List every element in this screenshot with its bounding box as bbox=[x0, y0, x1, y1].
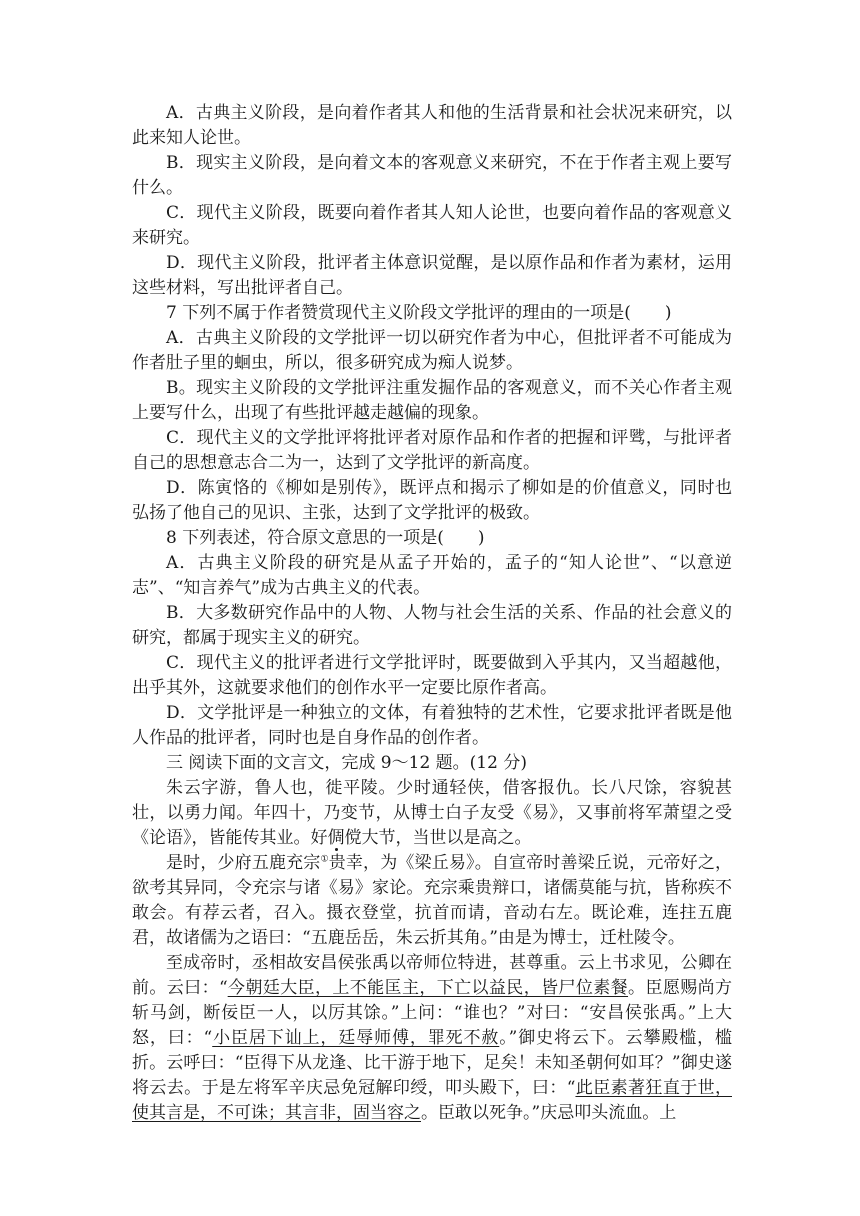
paragraph bbox=[132, 526, 732, 551]
text-run: B。现实主义阶段的文学批评注重发掘作品的客观意义，而不关心作者主观上要写什么，出现了有些批评越走越偏的现象。 bbox=[132, 378, 732, 423]
text-run: 朱云字游，鲁人也，徙平陵。少时通轻侠，借客报仇。长八尺馀，容貌甚壮，以勇力闻。年四十，乃变节，从博士白子友受《易》，又事前将军萧望之受《论语》，皆能传其业。好 bbox=[132, 778, 732, 848]
text-run: D．陈寅恪的《柳如是别传》，既评点和揭示了柳如是的价值意义，同时也弘扬了他自己的见识、主张，达到了文学批评的极致。 bbox=[132, 478, 732, 523]
paragraph bbox=[132, 951, 732, 1126]
text-run: D．现代主义阶段，批评者主体意识觉醒，是以原作品和作者为素材，运用这些材料，写出批评者自己。 bbox=[132, 253, 732, 298]
text-run: C．现代主义的文学批评将批评者对原作品和作者的把握和评骘，与批评者自己的思想意志合二为一，达到了文学批评的新高度。 bbox=[132, 428, 732, 473]
paragraph bbox=[132, 301, 732, 326]
paragraph bbox=[132, 151, 732, 201]
paragraph bbox=[132, 776, 732, 851]
paragraph bbox=[132, 101, 732, 151]
text-run: A．古典主义阶段的研究是从孟子开始的，孟子的“知人论世”、“以意逆志”、“知言养气”成为古典主义的代表。 bbox=[132, 553, 732, 598]
text-run: 三 阅读下面的文言文，完成 9～12 题。(12 分) bbox=[166, 753, 527, 773]
paragraph bbox=[132, 251, 732, 301]
paragraph bbox=[132, 851, 732, 951]
paragraph bbox=[132, 651, 732, 701]
paragraph bbox=[132, 326, 732, 376]
paragraph bbox=[132, 376, 732, 426]
text-run: 。”御史将云下。云攀殿槛，槛折。云呼曰：“臣得下从龙逢、比干游于地下，足矣！未知圣朝何如耳？”御史遂将云去。于是左将军辛庆忌免冠解印绶，叩头殿下，曰：“ bbox=[132, 1028, 732, 1098]
text-run: 7 下列不属于作者赞赏现代主义阶段文学批评的理由的一项是( ) bbox=[166, 303, 672, 323]
text-run: 8 下列表述，符合原文意思的一项是( ) bbox=[166, 528, 485, 548]
paragraph bbox=[132, 201, 732, 251]
text-run: 。臣愿赐尚方斩马剑，断佞臣一人，以厉其馀。”上问：“谁也？”对曰：“安昌侯张禹。”上大怒，曰：“ bbox=[132, 978, 733, 1048]
document-page bbox=[132, 101, 732, 1126]
text-run: 是时，少府五鹿充宗 bbox=[166, 853, 321, 873]
paragraph bbox=[132, 426, 732, 476]
footnote-marker: ① bbox=[320, 854, 329, 865]
underlined-text: 今朝廷大臣，上不能匡主，下亡以益民，皆尸位素餐 bbox=[227, 978, 629, 998]
text-run: A．古典主义阶段，是向着作者其人和他的生活背景和社会状况来研究，以此来知人论世。 bbox=[132, 103, 732, 148]
text-run: 。臣敢以死争。”庆忌叩头流血。上 bbox=[421, 1103, 677, 1123]
text-run: 至成帝时，丞相故安昌侯张禹以帝师位特进，甚尊重。云上书求见，公卿在前。云曰：“ bbox=[132, 953, 732, 998]
text-run: 傥大节，当世以是高之。 bbox=[344, 828, 532, 848]
text-run: A．古典主义阶段的文学批评一切以研究作者为中心，但批评者不可能成为作者肚子里的蛔虫，所以，很多研究成为痴人说梦。 bbox=[132, 328, 732, 373]
underlined-text: 小臣居下讪上，廷辱师傅，罪死不赦 bbox=[212, 1028, 500, 1048]
paragraph bbox=[132, 751, 732, 776]
paragraph bbox=[132, 476, 732, 526]
text-run: B．大多数研究作品中的人物、人物与社会生活的关系、作品的社会意义的研究，都属于现实主义的研究。 bbox=[132, 603, 732, 648]
paragraph bbox=[132, 701, 732, 751]
paragraph bbox=[132, 601, 732, 651]
text-run: C．现代主义的批评者进行文学批评时，既要做到入乎其内，又当超越他，出乎其外，这就要求他们的创作水平一定要比原作者高。 bbox=[132, 653, 732, 698]
text-run: B．现实主义阶段，是向着文本的客观意义来研究，不在于作者主观上要写什么。 bbox=[132, 153, 732, 198]
text-run: 倜 bbox=[327, 828, 345, 848]
paragraph bbox=[132, 551, 732, 601]
text-run: 贵幸，为《梁丘易》。自宣帝时善梁丘说，元帝好之，欲考其异同，令充宗与诸《易》家论。充宗乘贵辩口，诸儒莫能与抗，皆称疾不敢会。有荐云者，召入。摄衣登堂，抗首而请，音动右左。既论难，连拄五鹿君，故诸儒为之语曰：“五鹿岳岳，朱云折其角。”由是为博士，迁杜陵令。 bbox=[132, 853, 732, 948]
text-run: C．现代主义阶段，既要向着作者其人知人论世，也要向着作品的客观意义来研究。 bbox=[132, 203, 732, 248]
text-run: D．文学批评是一种独立的文体，有着独特的艺术性，它要求批评者既是他人作品的批评者，同时也是自身作品的创作者。 bbox=[132, 703, 732, 748]
underlined-text: 此臣素著狂直于世，使其言是，不可诛；其言非，固当容之 bbox=[132, 1078, 732, 1123]
